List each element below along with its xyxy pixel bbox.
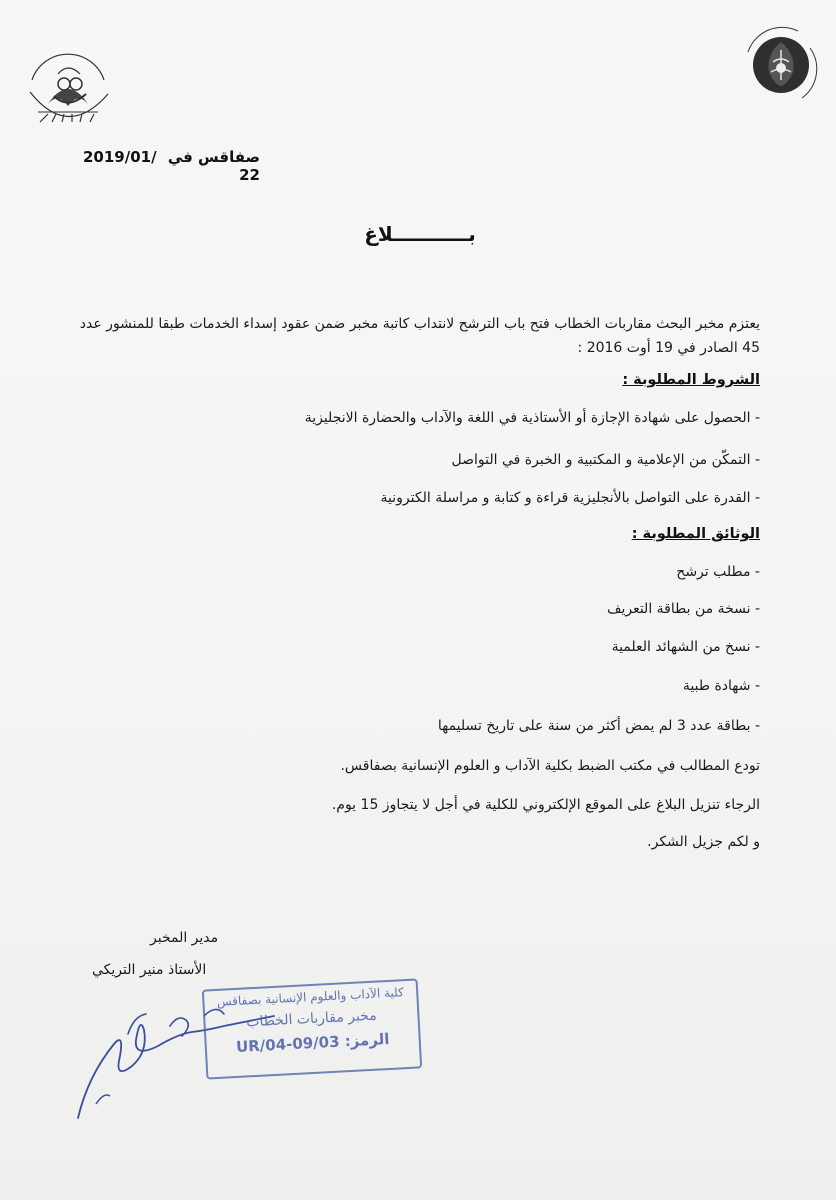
signatory-name: الأستاذ منير التريكي [92, 962, 207, 978]
document-item: - مطلب ترشح [676, 564, 760, 580]
university-logo [738, 22, 824, 108]
condition-item: - الحصول على شهادة الإجازة أو الأستاذية في اللغة والآداب والحضارة الانجليزية [304, 410, 760, 426]
document-item: - بطاقة عدد 3 لم يمض أكثر من سنة على تاريخ تسليمها [437, 718, 760, 734]
stamp-code-line: الرمز: 03/UR/04-09 [235, 1029, 390, 1056]
document-item: - نسخ من الشهائد العلمية [611, 639, 760, 655]
closing-line: تودع المطالب في مكتب الضبط بكلية الآداب و العلوم الإنسانية بصفاقس. [340, 758, 760, 774]
document-item: - نسخة من بطاقة التعريف [606, 601, 760, 617]
date-value: 2019/01/ 22 [83, 148, 260, 184]
condition-item: - القدرة على التواصل بالأنجليزية قراءة و كتابة و مراسلة الكترونية [380, 490, 760, 506]
faculty-logo [18, 44, 118, 136]
date-city: صفاقس في [167, 148, 260, 166]
intro-paragraph: يعتزم مخبر البحث مقاربات الخطاب فتح باب الترشح لانتداب كاتبة مخبر ضمن عقود إسداء الخدمات طبقا للمنشور عدد 45 الصادر في 19 أوت 2016 : [79, 316, 760, 356]
stamp-lab-line: مخبر مقاربات الخطاب [245, 1007, 378, 1031]
stamp-faculty-line: كلية الآداب والعلوم الإنسانية بصفاقس [216, 985, 405, 1009]
documents-heading: الوثائق المطلوبة : [631, 526, 760, 542]
official-stamp [202, 978, 422, 1079]
condition-item: - التمكّن من الإعلامية و المكتبية و الخبرة في التواصل [451, 452, 760, 468]
date-line [80, 148, 260, 184]
closing-line: الرجاء تنزيل البلاغ على الموقع الإلكتروني للكلية في أجل لا يتجاوز 15 يوم. [331, 797, 760, 813]
notice-title: بـــــــــــلاغ [364, 222, 476, 246]
conditions-heading: الشروط المطلوبة : [622, 372, 760, 388]
document-item: - شهادة طبية [682, 678, 760, 694]
signatory-role: مدير المخبر [150, 930, 219, 946]
closing-line: و لكم جزيل الشكر. [647, 834, 760, 850]
